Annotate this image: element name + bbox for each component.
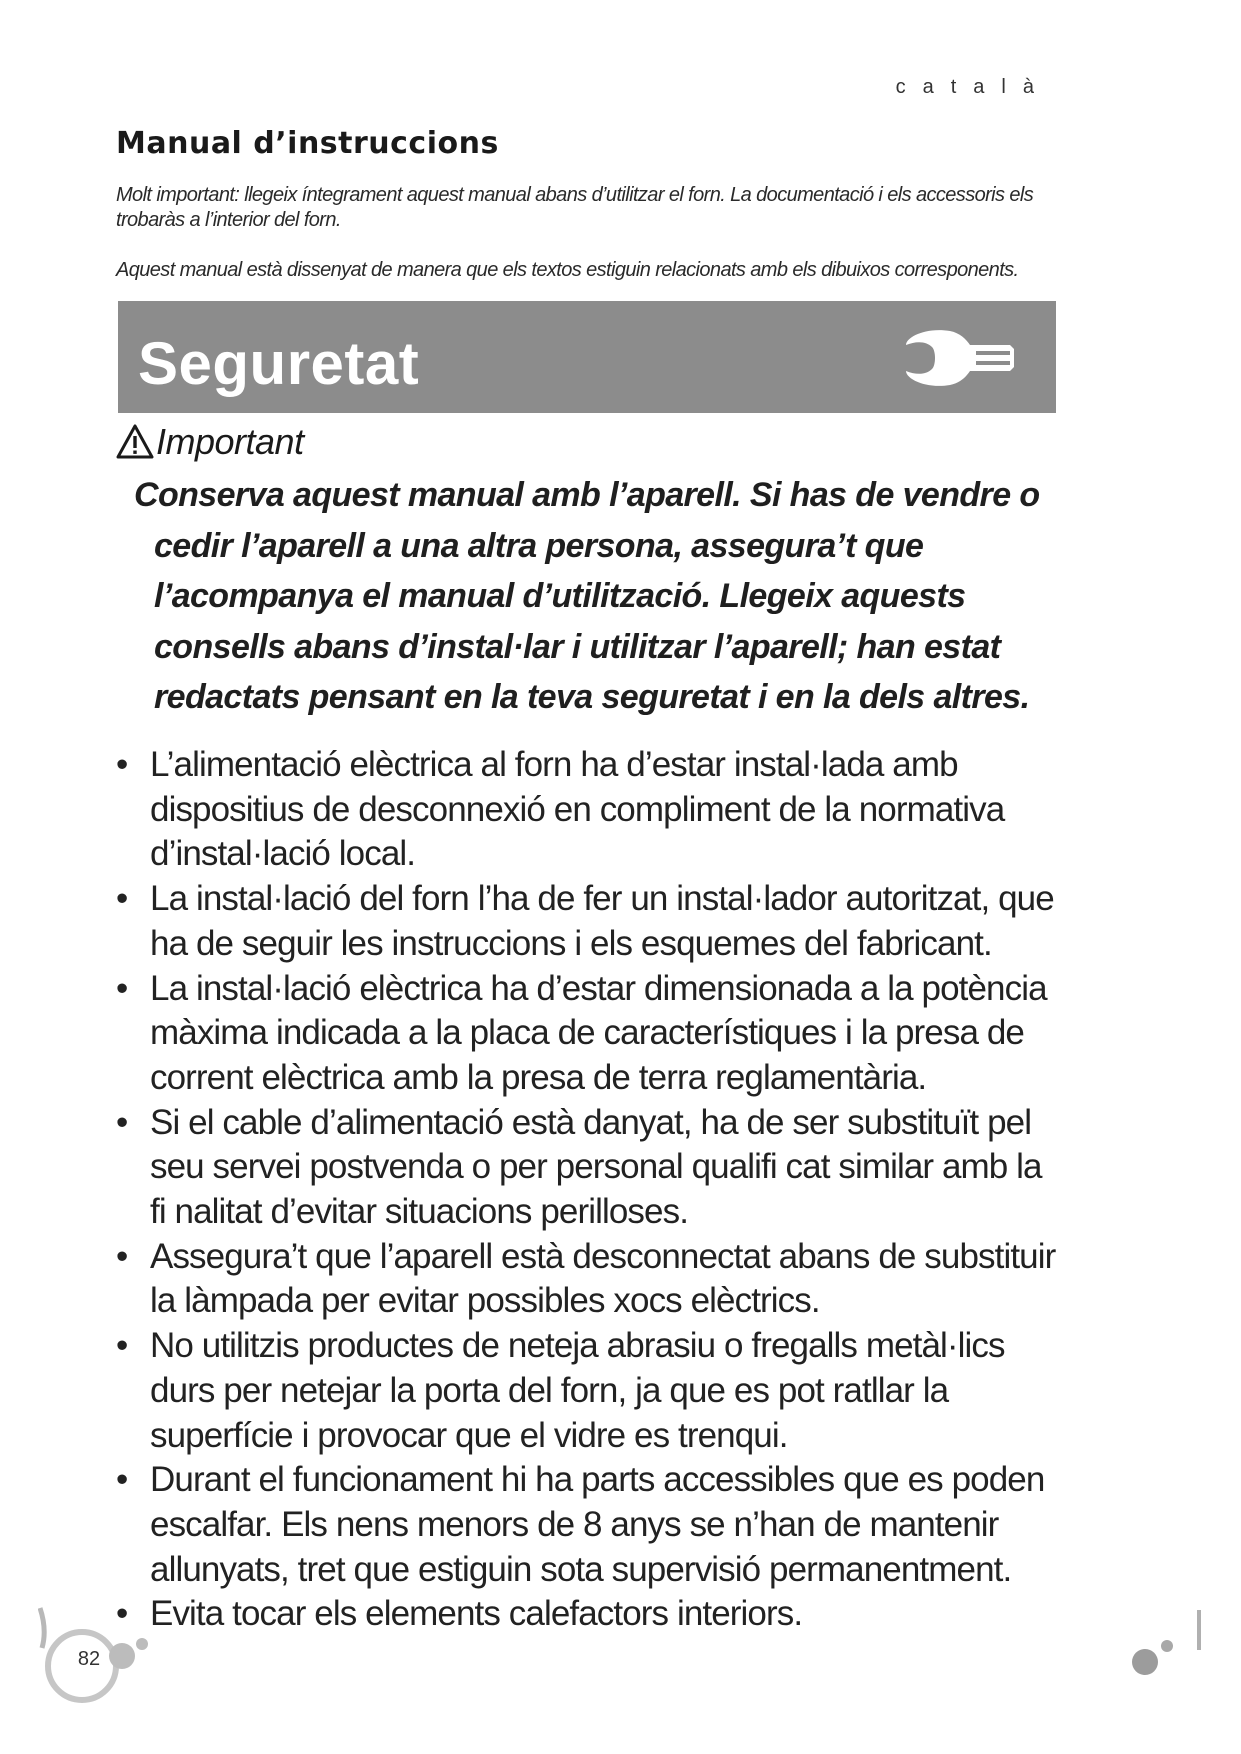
list-item <box>116 1324 1066 1458</box>
bullet-icon: • <box>116 745 128 784</box>
bullet-icon: • <box>116 1594 128 1634</box>
wrench-icon <box>890 323 1020 393</box>
important-label: Important <box>156 421 304 462</box>
list-item <box>116 877 1066 966</box>
bullet-icon: • <box>116 1236 128 1276</box>
intro-paragraph-2: Aquest manual està dissenyat de manera que els textos estiguin relacionats amb els dibuixos corresponents. <box>116 259 1019 281</box>
bullet-icon: • <box>116 968 128 1008</box>
list-item <box>116 1458 1066 1592</box>
list-item-text: L’alimentació elèctrica al forn ha d’estar instal·lada amb dispositius de desconnexió en compliment de la normativa d’instal·lació local. <box>150 745 1005 874</box>
list-item-text: Assegura’t que l’aparell està desconnectat abans de substituir la làmpada per evitar possibles xocs elèctrics. <box>150 1236 1056 1321</box>
bullet-icon: • <box>116 1460 128 1500</box>
list-item-text: Evita tocar els elements calefactors interiors. <box>150 1594 803 1634</box>
intro-paragraph-1: Molt important: llegeix íntegrament aquest manual abans d’utilitzar el forn. La documentació i els accessoris els trobaràs a l’interior del forn. <box>116 184 1034 231</box>
list-item <box>116 1592 1066 1637</box>
list-item <box>116 1101 1066 1235</box>
list-item <box>116 743 1066 877</box>
list-item <box>116 1235 1066 1324</box>
list-item-text: La instal·lació del forn l’ha de fer un instal·lador autoritzat, que ha de seguir les instruccions i els esquemes del fabricant. <box>150 879 1054 963</box>
bullet-icon: • <box>116 1102 128 1142</box>
language-label: català <box>895 76 1051 98</box>
safety-list <box>116 743 1066 1637</box>
bullet-icon: • <box>116 1326 128 1366</box>
page-number: 82 <box>77 1648 101 1670</box>
important-text: Conserva aquest manual amb l’aparell. Si has de vendre o cedir l’aparell a una altra persona, assegura’t que l’acompanya el manual d’utilització. Llegeix aquests consells abans d’instal·lar i utilitzar l’aparell; han estat redactats pensant en la teva seguretat i en la dels altres. <box>134 476 1040 716</box>
warning-triangle-icon <box>116 424 154 460</box>
list-item <box>116 967 1066 1101</box>
important-heading <box>116 420 304 464</box>
list-item-text: Si el cable d’alimentació està danyat, ha de ser substituït pel seu servei postvenda o per personal qualifi cat similar amb la fi nalitat d’evitar situacions perilloses. <box>150 1102 1042 1232</box>
bullet-icon: • <box>116 879 128 919</box>
section-title: Seguretat <box>138 330 420 397</box>
bubbles-decoration-icon <box>1123 1600 1203 1690</box>
section-banner <box>118 301 1056 413</box>
list-item-text: La instal·lació elèctrica ha d’estar dimensionada a la potència màxima indicada a la placa de característiques i la presa de corrent elèctrica amb la presa de terra reglamentària. <box>150 968 1047 1097</box>
manual-title: Manual d’instruccions <box>116 126 499 161</box>
list-item-text: No utilitzis productes de neteja abrasiu o fregalls metàl·lics durs per netejar la porta del forn, ja que es pot ratllar la superfície i provocar que el vidre es trenqui. <box>150 1326 1005 1455</box>
list-item-text: Durant el funcionament hi ha parts accessibles que es poden escalfar. Els nens menors de 8 anys se n’han de mantenir allunyats, tret que estiguin sota supervisió permanentment. <box>150 1460 1045 1589</box>
